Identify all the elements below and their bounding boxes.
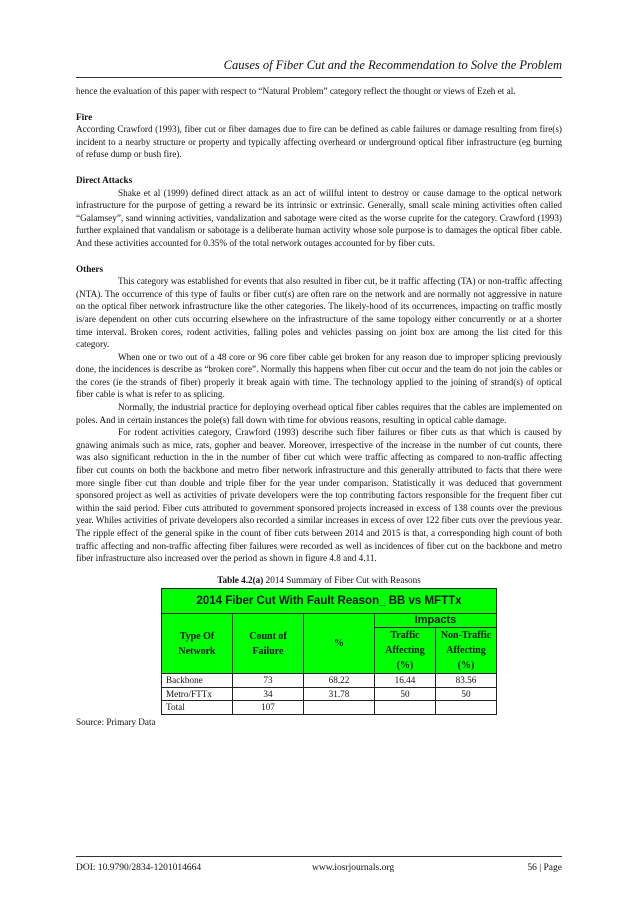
cell-type: Metro/FTTx [162,687,233,701]
direct-attacks-paragraph: Shake et al (1999) defined direct attack as an act of willful intent to destroy or cause damage to the optical network infrastructure for the purpose of getting a reward be its intrinsic or extrinsic. Generally, small scale mining activities often called “Galamsey”, sand winning activities, vandalization and sabotage were cited as the worse cuprite for the category. Crawford (1993) further explained that vandalism or sabotage is a deliberate human activity whose sole purpose is to damages the optical fiber cable. And these activities accounted for 0.35% of the total network outages accounted for by fiber cuts. [76,187,562,248]
col-header-percent: % [304,614,375,674]
others-paragraph-4: For rodent activities category, Crawford (1993) describe such fiber failures or fiber cuts as that which is caused by gnawing animals such as mice, rats, gopher and beaver. Moreover, irrespective of the increase in the number of cut counts, there was also significant reduction in the in the number of fiber cut which were traffic affecting as compared to non-traffic affecting fiber cut counts on both the backbone and metro fiber network infrastructure and this generally attributed to facts that there were more single fiber cut than double and triple fiber for the year under comparison. Statistically it was deduced that government sponsored project as well as activities of private developers were the top contributing factors responsible for the frequent fiber cut within the said period. Fiber cuts attributed to government sponsored projects increased in excess of 138 counts over the previous year. Whiles activities of private developers also recorded a similar increases in excess of over 122 fiber cuts over the previous year. The ripple effect of the general spike in the count of fiber cuts between 2014 and 2015 is that, a corresponding high count of both traffic affecting and non-traffic affecting fiber failures were recorded as well as incidences of fiber cut on the backbone and metro fiber infrastructure also increased over the period as shown in figure 4.8 and 4.11. [76,427,562,564]
cell-non-traffic: 83.56 [436,673,497,687]
cell-count: 73 [233,673,304,687]
cell-traffic: 50 [375,687,436,701]
cell-traffic: 16.44 [375,673,436,687]
cell-count: 34 [233,687,304,701]
cell-percent [304,701,375,715]
table-source: Source: Primary Data [76,716,156,727]
cell-count: 107 [233,701,304,715]
fire-heading: Fire [76,111,93,122]
table-title: 2014 Fiber Cut With Fault Reason_ BB vs MFTTx [162,589,497,614]
fiber-cut-table [161,588,497,714]
col-header-count: Count of Failure [233,614,304,674]
table-row [162,673,497,687]
footer-rule [76,856,562,857]
table-caption [76,574,562,587]
running-head: Causes of Fiber Cut and the Recommendation to Solve the Problem [223,58,562,72]
col-header-non-traffic: Non-Traffic Affecting (%) [436,627,497,673]
table-title-row [162,589,497,614]
page [76,0,562,902]
table-caption-text: 2014 Summary of Fiber Cut with Reasons [263,574,421,585]
others-heading: Others [76,263,104,274]
table-caption-label: Table 4.2(a) [217,574,264,585]
cell-traffic [375,701,436,715]
cell-non-traffic [436,701,497,715]
others-paragraph-3: Normally, the industrial practice for deploying overhead optical fiber cables requires that the cables are implemented on poles. And in certain instances the pole(s) fall down with time for obvious reasons, resulting in optical cable damage. [76,402,562,425]
header-rule [76,77,562,78]
table-header-row [162,614,497,628]
article-body [76,85,562,728]
footer-website[interactable]: www.iosrjournals.org [312,863,395,873]
others-paragraph-1: This category was established for events that also resulted in fiber cut, be it traffic affecting (TA) or non-traffic affecting (NTA). The occurrence of this type of faults or fiber cut(s) are often rare on the network and are normally not aggressive in nature on the optical fiber network infrastructure like the other categories. The likely-hood of its occurrences, impacting on traffic mostly is/are dependent on other cuts occurring elsewhere on the infrastructure of the same topology either concurrently or at a shorter time interval. Broken cores, rodent activities, falling poles and vehicles passing on joint box are among the list cited for this category. [76,276,562,350]
impacts-header: Impacts [375,614,497,628]
cell-type: Backbone [162,673,233,687]
cell-percent: 68.22 [304,673,375,687]
cell-non-traffic: 50 [436,687,497,701]
table-row [162,687,497,701]
direct-attacks-heading: Direct Attacks [76,174,133,185]
cell-type: Total [162,701,233,715]
table-row [162,701,497,715]
footer-doi: DOI: 10.9790/2834-1201014664 [76,863,202,873]
intro-paragraph: hence the evaluation of this paper with respect to “Natural Problem” category reflect the thought or views of Ezeh et al. [76,86,516,96]
others-paragraph-2: When one or two out of a 48 core or 96 core fiber cable get broken for any reason due to improper splicing previously done, the incidences is describe as “broken core”. Normally this happens when fiber cut occur and the team do not join the cables or the cores (ie the strands of fiber) properly it break again with time. The technology applied to the joining of strand(s) of optical fiber cable is what is refer to as splicing. [76,351,563,400]
col-header-traffic: Traffic Affecting (%) [375,627,436,673]
fire-paragraph: According Crawford (1993), fiber cut or fiber damages due to fire can be defined as cable failures or damage resulting from fire(s) incident to a nearby structure or property and typically affecting overheard or underground optical fiber infrastructure (eg burning of refuse dump or bush fire). [76,124,562,160]
col-header-type: Type Of Network [162,614,233,674]
footer-page-number: 56 | Page [527,863,562,873]
cell-percent: 31.78 [304,687,375,701]
